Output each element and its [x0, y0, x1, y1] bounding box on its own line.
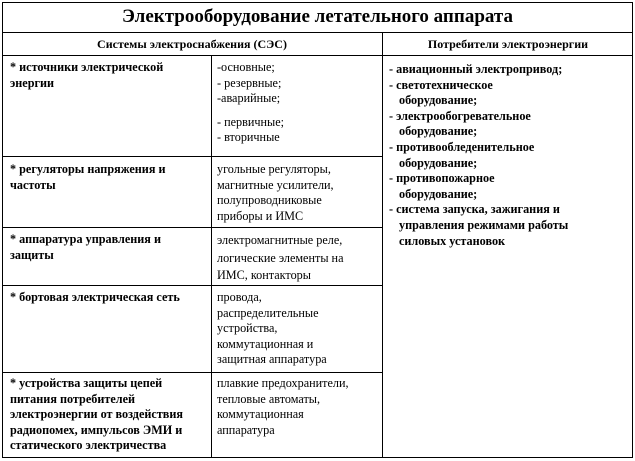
consumers-list [389, 62, 629, 249]
consumer-item: - авиационный электропривод; [389, 62, 563, 76]
table-row-label-control: * аппаратура управления и защиты [10, 232, 161, 262]
table-row-details-control: электромагнитные реле, логические элементы на ИМС, контакторы [217, 233, 344, 282]
consumer-item-continuation: оборудование; [399, 155, 478, 170]
consumer-item: - система запуска, зажигания и [389, 202, 560, 217]
consumer-item-continuation: оборудование; [399, 124, 478, 139]
table-row-details-network: провода, распределительные устройства, коммутационная и защитная аппаратура [217, 290, 327, 367]
table-row-details-sources: -основные; - резервные; -аварийные; - первичные; - вторичные [217, 60, 285, 145]
consumer-item-continuation: оборудование; [399, 186, 478, 201]
header-divider [2, 55, 633, 56]
table-row-details-regulators: угольные регуляторы, магнитные усилители, полупроводниковые приборы и ИМС [217, 162, 334, 223]
table-row-details-protection: плавкие предохранители, тепловые автоматы, коммутационная аппаратура [217, 376, 349, 437]
header-consumers: Потребители электроэнергии [427, 37, 589, 51]
table-row-label-sources: * источники электрической энергии [10, 60, 164, 90]
consumer-item: - противообледенительное [389, 139, 535, 154]
consumer-item: - электрообогревательное [389, 108, 531, 123]
table-row-label-protection: * устройства защиты цепей питания потребителей электроэнергии от воздействия радиопомех, импульсов ЭМИ и статического электричества [10, 376, 183, 453]
header-systems: Системы электроснабжения (СЭС) [97, 37, 287, 51]
table-title: Электрооборудование летательного аппарата [122, 6, 513, 27]
title-divider [2, 32, 633, 33]
row-divider [2, 156, 382, 157]
consumer-item-continuation: управления режимами работы [399, 217, 569, 232]
consumers-column-divider [382, 32, 383, 458]
table-row-label-network: * бортовая электрическая сеть [10, 290, 180, 304]
consumer-item: - противопожарное [389, 171, 495, 186]
details-column-divider [211, 55, 212, 458]
consumer-item-continuation: силовых установок [399, 233, 506, 248]
row-divider [2, 372, 382, 373]
consumer-item: - светотехническое [389, 77, 493, 92]
table-row-label-regulators: * регуляторы напряжения и частоты [10, 162, 166, 192]
row-divider [2, 285, 382, 286]
consumer-item-continuation: оборудование; [399, 93, 478, 108]
row-divider [2, 227, 382, 228]
